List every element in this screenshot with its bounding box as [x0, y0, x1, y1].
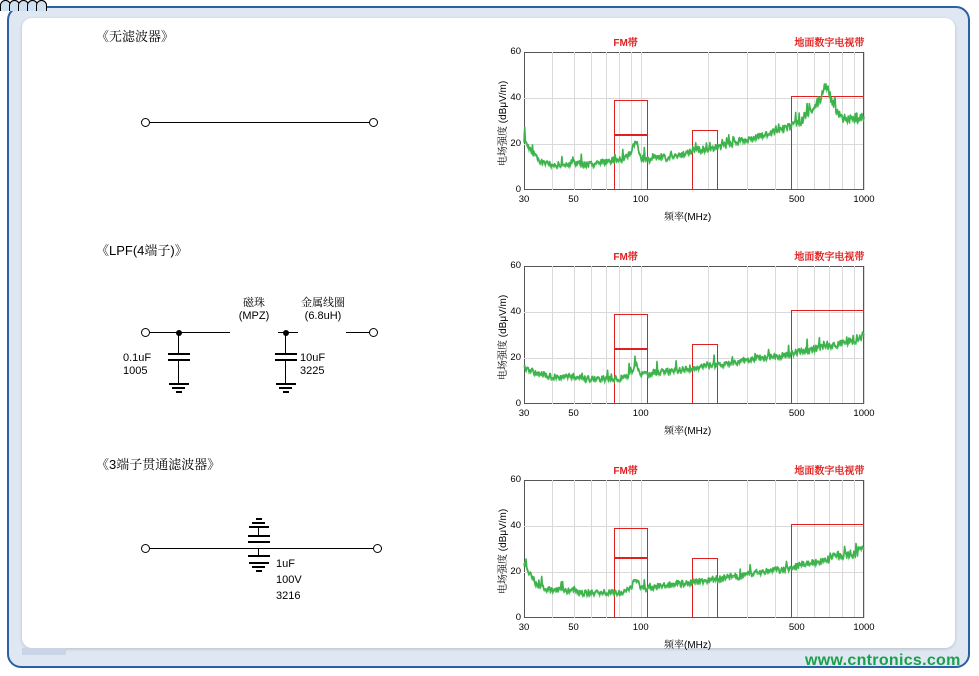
y-axis-title: 电场强度 (dBμV/m)	[498, 508, 509, 594]
ground-bar-3	[176, 391, 182, 393]
ground-bar-top-2	[252, 522, 265, 524]
band-annotation: 地面数字电视带	[794, 38, 865, 49]
cap-left-lead-bottom	[178, 361, 179, 383]
y-tick-label: 20	[510, 566, 521, 577]
gridline-vertical	[775, 266, 776, 404]
gridline-vertical	[606, 480, 607, 618]
band-annotation: FM帯	[613, 252, 638, 263]
limit-box	[791, 524, 864, 618]
limit-box	[692, 344, 718, 404]
gridline-vertical	[591, 52, 592, 190]
terminal-right-icon	[369, 328, 378, 337]
cap-plate-mid	[248, 541, 270, 543]
y-axis-title: 电场强度 (dBμV/m)	[498, 294, 509, 380]
x-tick-label: 500	[788, 194, 805, 205]
x-tick-label: 1000	[853, 622, 875, 633]
x-tick-label: 30	[518, 408, 530, 419]
limit-box	[791, 310, 864, 404]
ground-bar-1	[276, 383, 296, 385]
limit-box	[614, 558, 648, 618]
cap-right-lead-top	[285, 332, 286, 353]
x-tick-label: 30	[518, 622, 530, 633]
ground-bar-3	[283, 391, 289, 393]
cap-right-label-value: 10uF	[300, 352, 326, 364]
terminal-left-icon	[141, 118, 150, 127]
y-tick-label: 20	[510, 138, 521, 149]
metal-coil-label-bottom: (6.8uH)	[304, 310, 342, 322]
limit-box	[614, 349, 648, 404]
ground-bar-bottom-2	[252, 566, 265, 568]
y-tick-label: 0	[515, 184, 521, 195]
gridline-vertical	[574, 52, 575, 190]
y-tick-label: 60	[510, 46, 521, 57]
cap-right-lead-bottom	[285, 361, 286, 383]
cap-lead-bottom	[258, 548, 259, 557]
gridline-vertical	[552, 52, 553, 190]
gridline-vertical	[574, 480, 575, 618]
section-title-1: 《无滤波器》	[96, 29, 175, 44]
gridline-vertical	[606, 52, 607, 190]
band-annotation: FM帯	[613, 38, 638, 49]
terminal-right-icon	[369, 118, 378, 127]
gridline-vertical	[747, 52, 748, 190]
limit-box	[614, 314, 648, 349]
ground-bar-2	[279, 387, 292, 389]
y-tick-label: 60	[510, 474, 521, 485]
cap-left-plate-top	[168, 353, 190, 355]
ground-bar-1	[169, 383, 189, 385]
gridline-vertical	[606, 266, 607, 404]
wire-left	[150, 332, 230, 333]
gridline-vertical	[775, 480, 776, 618]
gridline-vertical	[591, 480, 592, 618]
gridline-vertical	[747, 266, 748, 404]
section-title-2: 《LPF(4端子)》	[96, 243, 188, 258]
feedthrough-label-voltage: 100V	[276, 574, 302, 586]
gridline-vertical	[552, 480, 553, 618]
x-tick-label: 100	[632, 408, 649, 419]
x-tick-label: 1000	[853, 194, 875, 205]
wire-right	[346, 332, 370, 333]
x-axis-title: 频率(MHz)	[664, 640, 712, 651]
limit-box	[692, 558, 718, 618]
band-annotation: FM帯	[613, 466, 638, 477]
x-tick-label: 100	[632, 194, 649, 205]
cap-lead-top	[258, 526, 259, 535]
x-tick-label: 500	[788, 408, 805, 419]
y-tick-label: 60	[510, 260, 521, 271]
gridline-vertical	[747, 480, 748, 618]
terminal-right-icon	[373, 544, 382, 553]
cap-right-label-size: 3225	[300, 365, 325, 377]
x-tick-label: 100	[632, 622, 649, 633]
wire-main	[150, 122, 369, 123]
ground-bar-bottom-1	[249, 562, 269, 564]
x-tick-label: 500	[788, 622, 805, 633]
limit-box	[692, 130, 718, 190]
y-tick-label: 40	[510, 92, 521, 103]
cap-left-label-size: 1005	[123, 365, 148, 377]
cap-right-plate-top	[275, 353, 297, 355]
limit-box	[614, 528, 648, 558]
feedthrough-label-size: 3216	[276, 590, 301, 602]
metal-coil-label-top: 金属线圈	[301, 297, 345, 309]
corner-accent	[22, 648, 66, 655]
x-tick-label: 50	[568, 408, 579, 419]
ground-bar-top-3	[256, 518, 262, 520]
feedthrough-label-value: 1uF	[276, 558, 295, 570]
wire-main	[150, 548, 373, 549]
y-tick-label: 0	[515, 612, 521, 623]
gridline-vertical	[864, 266, 865, 404]
bead-label-top: 磁珠	[243, 297, 265, 309]
cap-left-lead-top	[178, 332, 179, 353]
terminal-left-icon	[141, 328, 150, 337]
limit-box	[791, 96, 864, 190]
gridline-vertical	[864, 480, 865, 618]
x-axis-title: 频率(MHz)	[664, 426, 712, 437]
ground-bar-bottom-3	[256, 570, 262, 572]
y-tick-label: 0	[515, 398, 521, 409]
limit-box	[614, 100, 648, 135]
terminal-left-icon	[141, 544, 150, 553]
gridline-vertical	[574, 266, 575, 404]
gridline-vertical	[552, 266, 553, 404]
band-annotation: 地面数字电视带	[794, 252, 865, 263]
x-axis-title: 频率(MHz)	[664, 212, 712, 223]
watermark: www.cntronics.com	[805, 652, 961, 669]
x-tick-label: 50	[568, 622, 579, 633]
bead-label-bottom: (MPZ)	[238, 310, 270, 322]
cap-left-label-value: 0.1uF	[123, 352, 152, 364]
gridline-vertical	[775, 52, 776, 190]
gridline-vertical	[591, 266, 592, 404]
x-tick-label: 1000	[853, 408, 875, 419]
x-tick-label: 30	[518, 194, 530, 205]
section-title-3: 《3端子贯通滤波器》	[96, 457, 221, 472]
y-tick-label: 40	[510, 520, 521, 531]
x-tick-label: 50	[568, 194, 579, 205]
cap-plate-top	[248, 535, 270, 537]
y-tick-label: 20	[510, 352, 521, 363]
y-tick-label: 40	[510, 306, 521, 317]
y-axis-title: 电场强度 (dBμV/m)	[498, 80, 509, 166]
limit-box	[614, 135, 648, 190]
band-annotation: 地面数字电视带	[794, 466, 865, 477]
gridline-vertical	[864, 52, 865, 190]
metal-coil-icon	[0, 11, 48, 22]
ground-bar-2	[172, 387, 185, 389]
